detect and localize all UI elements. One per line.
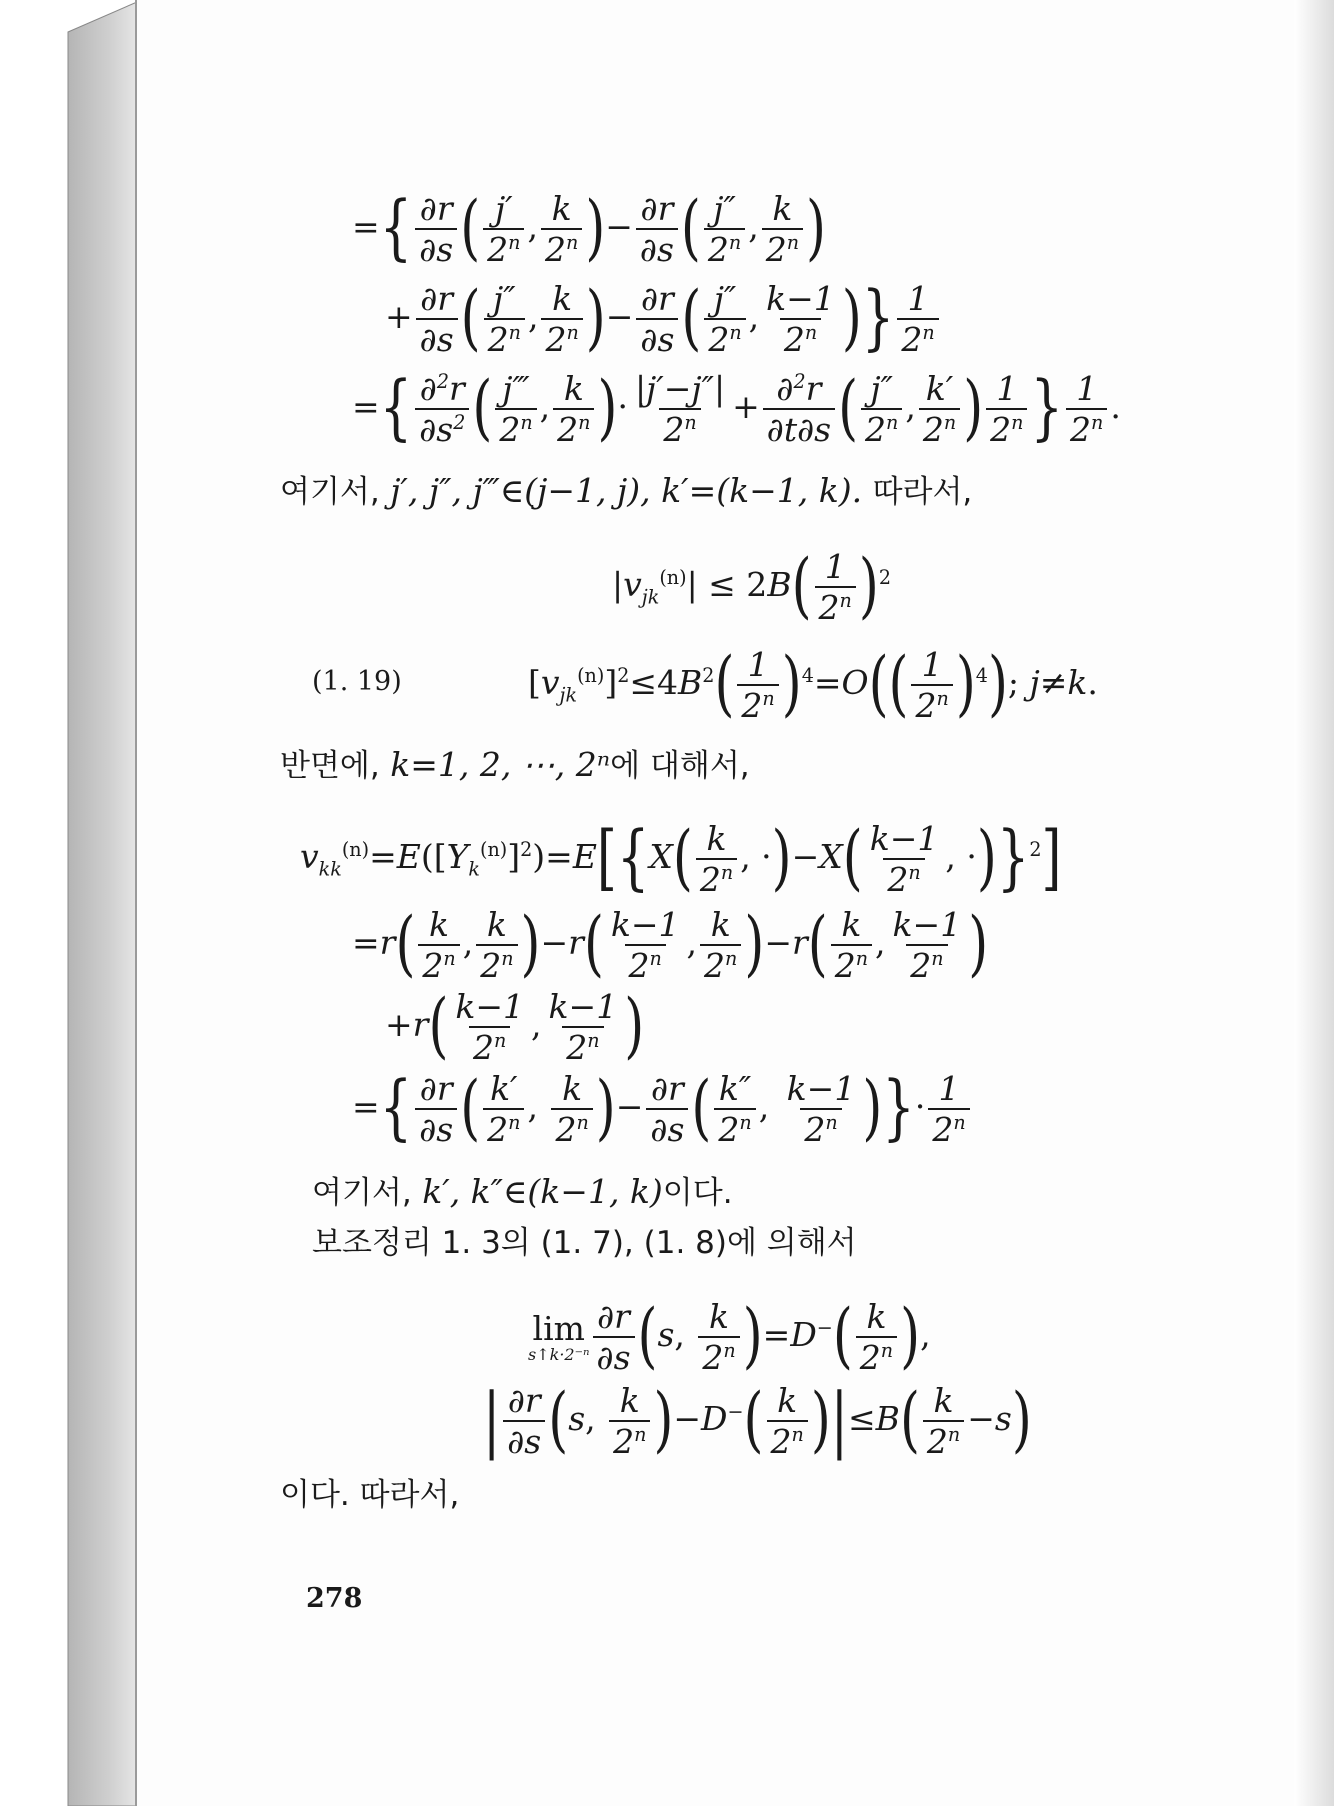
text-line-lemma: 보조정리 1. 3의 (1. 7), (1. 8)에 의해서 — [312, 1225, 857, 1261]
book-page — [135, 0, 1315, 1806]
equation-line-2: + $\frac{\partial r}{\partial s}$ ( $\frac{j''}{2^n}$ , $\frac{k}{2^n}$ )− $\frac{\partial r}{\partial s}$ ( $\frac{j''}{2^n}$ , $\frac{k-1}{2^n}$ )} $\frac{1}{2^n}$ — [385, 282, 942, 356]
korean-text: 반면에, — [280, 748, 380, 784]
equation-number: (1. 19) — [312, 666, 402, 697]
equation-line-r3: ={ $\frac{\partial r}{\partial s}$ ( $\frac{k'}{2^n}$ , $\frac{k}{2^n}$ )− $\frac{\partial r}{\partial s}$ ( $\frac{k''}{2^n}$ , $\frac{k-1}{2^n}$ )}· $\frac{1}{2^n}$ — [352, 1072, 973, 1146]
equation-1-19: $[v_{jk}^{(n)}]^2\le 4B^2$( $\frac{1}{2^n}$ )$^4$=O(( $\frac{1}{2^n}$ )$^4$); j≠k. — [528, 643, 1098, 727]
text-line-where-1 — [280, 471, 973, 510]
equation-line-r1: =r( $\frac{k}{2^n}$ , $\frac{k}{2^n}$ )−r( $\frac{k-1}{2^n}$ , $\frac{k}{2^n}$ )−r( $\frac{k}{2^n}$ , $\frac{k-1}{2^n}$ ) — [352, 903, 989, 987]
book-spine — [0, 0, 140, 1806]
equation-line-1: ={ $\frac{\partial r}{\partial s}$ ( $\frac{j'}{2^n}$ , $\frac{k}{2^n}$ )− $\frac{\partial r}{\partial s}$ ( $\frac{j''}{2^n}$ , $\frac{k}{2^n}$ ) — [352, 187, 826, 271]
equation-line-r2: +r( $\frac{k-1}{2^n}$ , $\frac{k-1}{2^n}$ ) — [385, 985, 645, 1069]
lim-text: lim — [532, 1308, 585, 1348]
equation-line-3: ={ $\frac{\partial^2r}{\partial s^2}$ ( $\frac{j‴}{2^n}$ , $\frac{k}{2^n}$ )· $\frac{|j'-j''|}{2^n}$ + $\frac{\partial^2r}{\partial t\partial s}$ ( $\frac{j''}{2^n}$ , $\frac{k'}{2^n}$ ) $\frac{1}{2^n}$ } $\frac{1}{2^n}$ . — [352, 367, 1121, 451]
equation-line-vkk: $v_{kk}^{(n)}=E([Y_k^{(n)}]^2)=E[\{X$( $\frac{k}{2^n}$ , ·)−X( $\frac{k-1}{2^n}$ , ·)}$^2$] — [300, 817, 1062, 901]
korean-text: 여기서, — [280, 474, 380, 510]
inequality-display: $|v_{jk}^{(n)}| \le 2B$( $\frac{1}{2^n}$ )$^2$ — [612, 545, 891, 629]
equation-limit: lim s↑k·2⁻ⁿ $\frac{\partial r}{\partial s}$ (s, $\frac{k}{2^n}$ )=D−( $\frac{k}{2^n}$ ), — [528, 1295, 931, 1379]
korean-text: 에 대해서, — [610, 748, 750, 784]
text-line-where-2 — [312, 1172, 733, 1211]
inline-math: k=1, 2, ⋯, 2ⁿ — [390, 745, 611, 784]
inline-math: j′, j″, j‴∈(j−1, j), k′=(k−1, k). — [390, 471, 863, 510]
page-number: 278 — [306, 1583, 363, 1614]
lim-subscript: s↑k·2⁻ⁿ — [528, 1344, 590, 1364]
text-line-on-the-other-hand — [280, 745, 750, 784]
korean-text: 따라서, — [872, 474, 973, 510]
equation-abs-inequality: | $\frac{\partial r}{\partial s}$ (s, $\frac{k}{2^n}$ )−D−( $\frac{k}{2^n}$ )|≤B( $\frac{k}{2^n}$ −s) — [483, 1379, 1032, 1463]
page-edge-shadow — [1294, 0, 1334, 1806]
korean-text: 이다. — [662, 1175, 733, 1211]
inline-math: k′, k″∈(k−1, k) — [422, 1172, 663, 1211]
korean-text: 여기서, — [312, 1175, 412, 1211]
text-line-final: 이다. 따라서, — [280, 1477, 460, 1513]
